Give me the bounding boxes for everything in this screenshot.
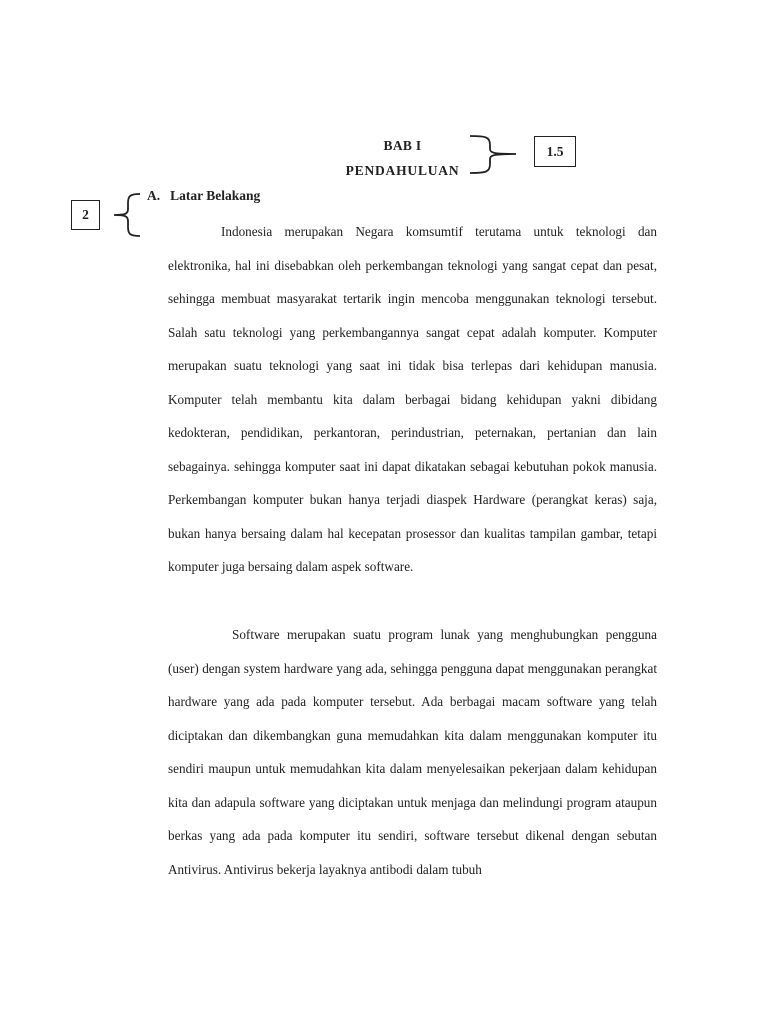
section-title: Latar Belakang (170, 188, 261, 203)
margin-note: 2 (71, 200, 100, 230)
paragraph-2: Software merupakan suatu program lunak yang menghubungkan pengguna (user) dengan system hardware yang ada, sehingga pengguna dapat menggunakan perangkat hardware yang ada pada komputer tersebut. Ada berbagai macam software yang telah diciptakan dan dikembangkan guna memudahkan kita dalam menggunakan komputer itu sendiri maupun untuk memudahkan kita dalam menyelesaikan pekerjaan dalam kehidupan kita dan adapula software yang diciptakan untuk menjaga dan melindungi program ataupun berkas yang ada pada komputer itu sendiri, software tersebut dikenal dengan sebutan Antivirus. Antivirus bekerja layaknya antibodi dalam tubuh (168, 627, 657, 877)
line-spacing-note: 1.5 (534, 136, 576, 167)
paragraph-1: Indonesia merupakan Negara komsumtif terutama untuk teknologi dan elektronika, hal ini disebabkan oleh perkembangan teknologi yang sangat cepat dan pesat, sehingga membuat masyarakat tertarik ingin mencoba menggunakan teknologi tersebut. Salah satu teknologi yang perkembangannya sangat cepat adalah komputer. Komputer merupakan suatu teknologi yang saat ini tidak bisa terlepas dari kehidupan manusia. Komputer telah membantu kita dalam berbagai bidang kehidupan yakni dibidang kedokteran, pendidikan, perkantoran, perindustrian, peternakan, pertanian dan lain sebagainya. sehingga komputer saat ini dapat dikatakan sebagai kebutuhan pokok manusia. Perkembangan komputer bukan hanya terjadi diaspek Hardware (perangkat keras) saja, bukan hanya bersaing dalam hal kecepatan prosessor dan kualitas tampilan gambar, tetapi komputer juga bersaing dalam aspek software. (168, 224, 657, 574)
right-brace-icon (468, 133, 523, 175)
left-brace-icon (112, 192, 142, 238)
section-label: A. (147, 188, 161, 203)
chapter-number: BAB I (383, 138, 422, 153)
section-heading (147, 188, 260, 204)
chapter-title: PENDAHULUAN (345, 163, 460, 178)
